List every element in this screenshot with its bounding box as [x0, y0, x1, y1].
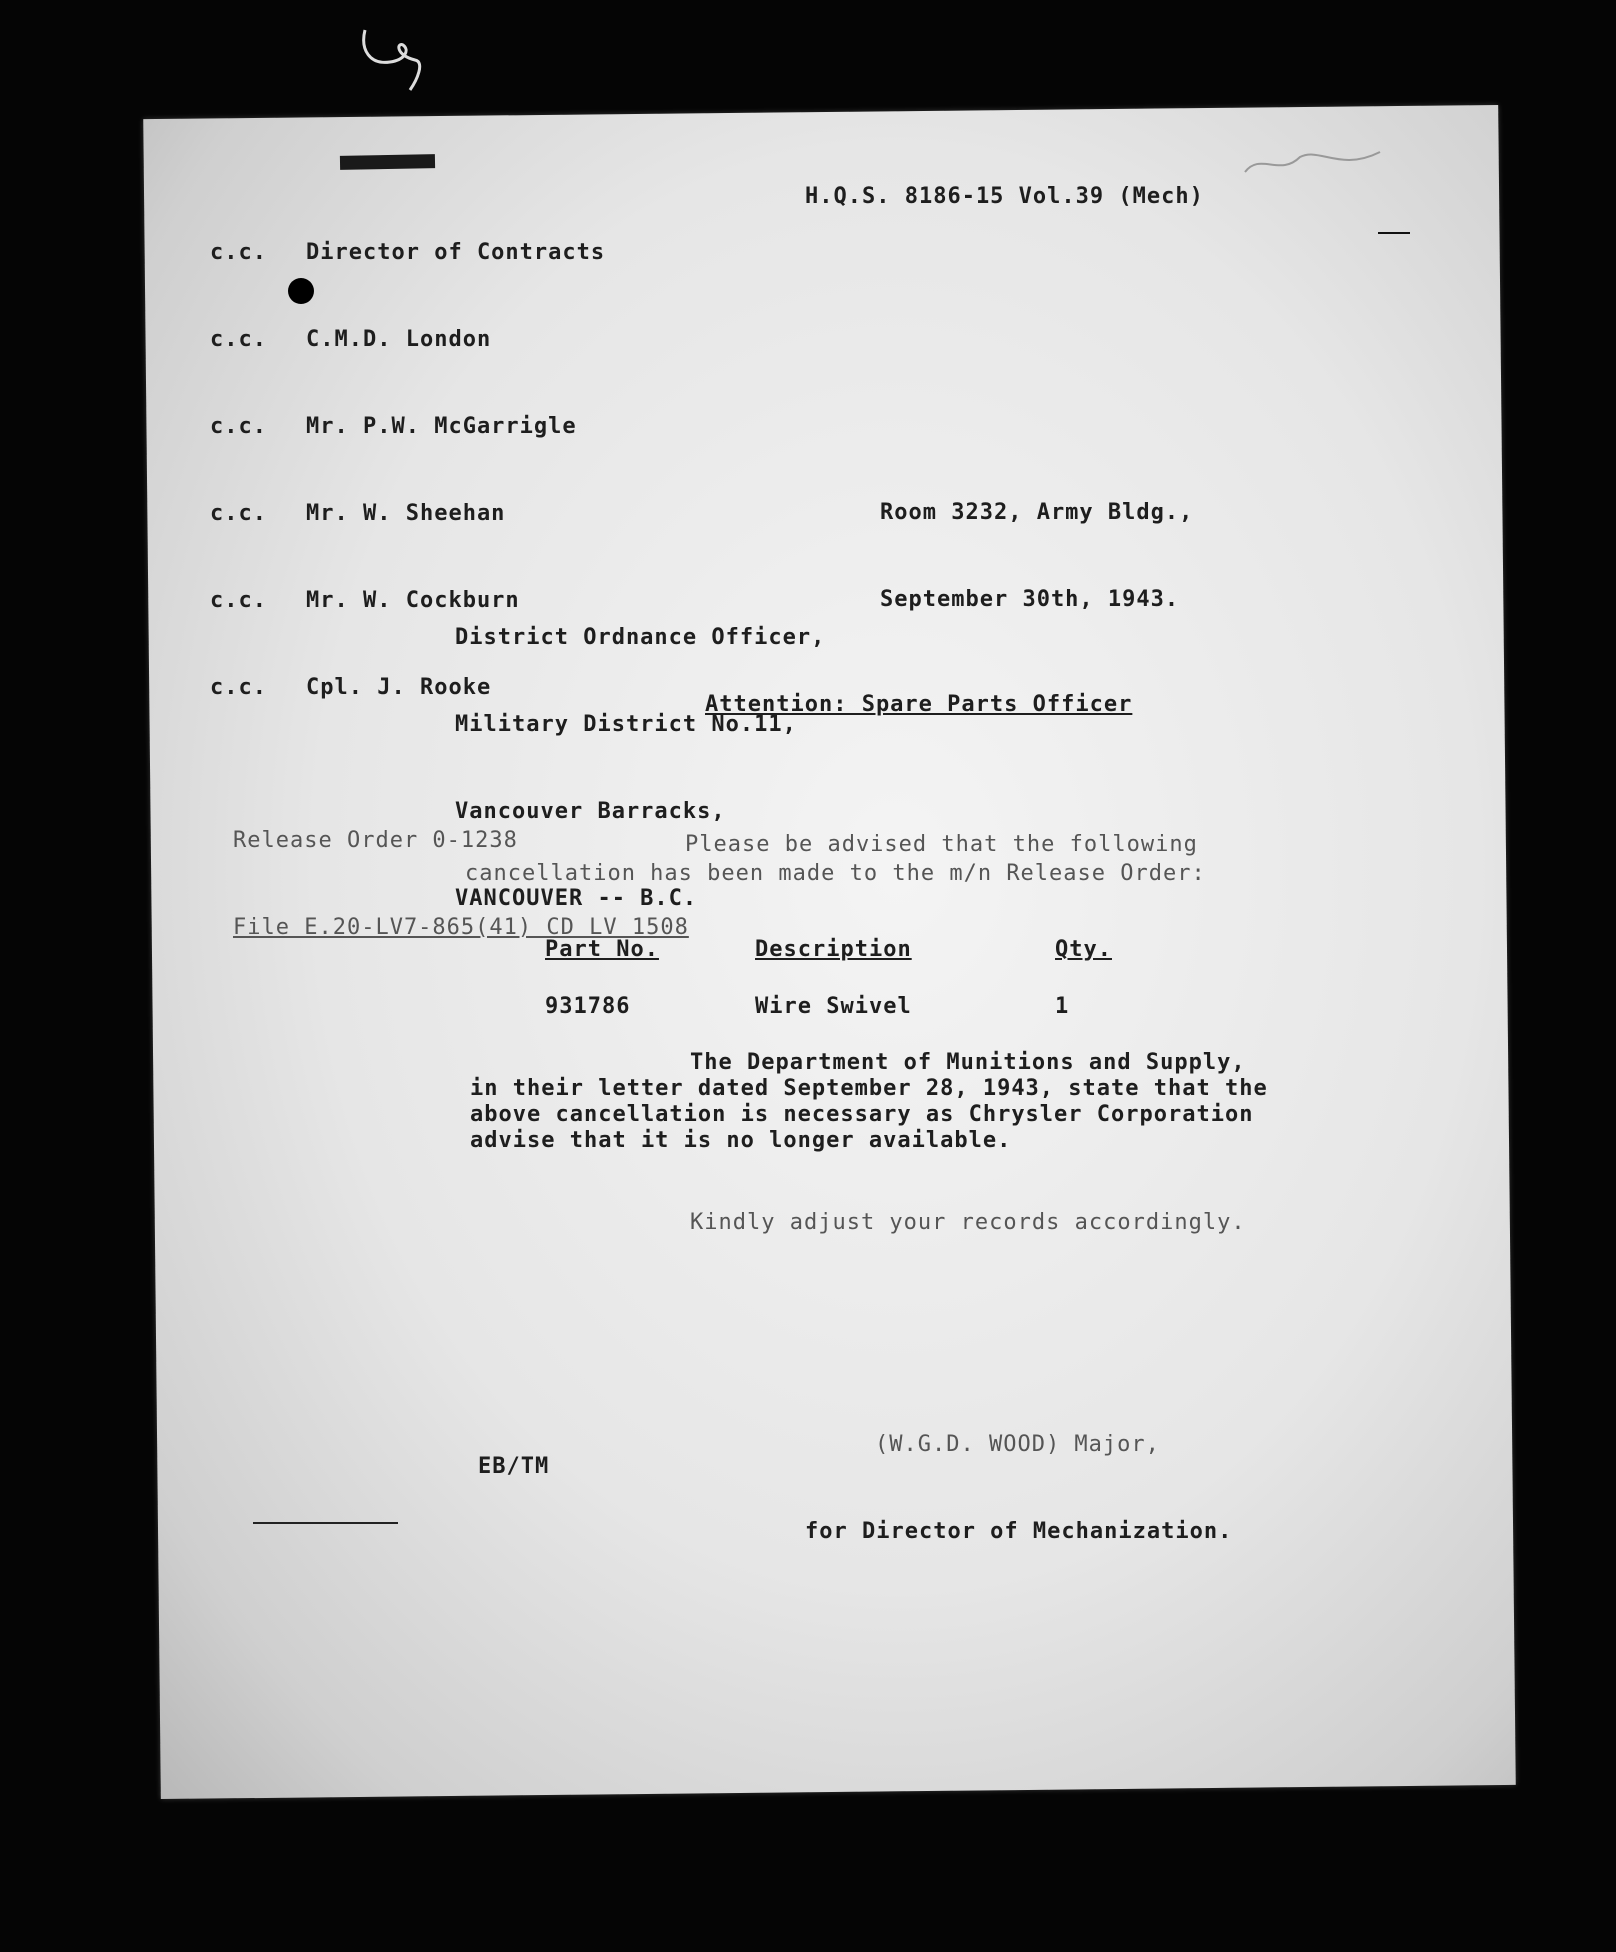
para3-text: Kindly adjust your records accordingly.	[690, 1210, 1246, 1235]
cc-prefix: c.c.	[210, 414, 267, 439]
paper-tab	[340, 154, 435, 170]
cell-part-no: 931786	[545, 994, 631, 1019]
cc-prefix: c.c.	[210, 327, 267, 352]
handwritten-annotation	[1240, 142, 1390, 182]
cc-row	[210, 238, 605, 267]
room-line: Room 3232, Army Bldg.,	[880, 500, 1194, 525]
header-description: Description	[755, 937, 912, 962]
para1-text: Please be advised that the following cancellation has been made to the m/n Release Order:	[465, 832, 1206, 886]
opening-paragraph	[465, 830, 1265, 888]
cc-row	[210, 412, 605, 441]
body-paragraph	[470, 1050, 1270, 1154]
recipient-line: District Ordnance Officer,	[455, 625, 826, 650]
file-reference: H.Q.S. 8186-15 Vol.39 (Mech)	[805, 184, 1204, 209]
signer-name: (W.G.D. WOOD) Major,	[875, 1432, 1160, 1457]
cc-prefix: c.c.	[210, 501, 267, 526]
parts-table	[545, 935, 1145, 1021]
table-row	[545, 992, 1145, 1021]
sender-address	[880, 440, 1193, 643]
signer-title: for Director of Mechanization.	[805, 1519, 1233, 1544]
cc-name: Mr. P.W. McGarrigle	[306, 414, 577, 439]
file-ref: File E.20-LV7-865(41) CD LV 1508	[233, 915, 689, 940]
cc-name: Mr. W. Sheehan	[306, 501, 506, 526]
handwritten-mark	[355, 20, 455, 100]
cc-row	[210, 325, 605, 354]
cell-description: Wire Swivel	[755, 994, 912, 1019]
typist-initials: EB/TM	[478, 1454, 550, 1479]
signature-block	[805, 1372, 1232, 1575]
para2-text: The Department of Munitions and Supply, in their letter dated September 28, 1943, state that the above cancellation is necessary as Chrysler Corporation advise that it is no longer available.	[470, 1050, 1268, 1153]
margin-rule	[1378, 232, 1410, 234]
recipient-line: Military District No.11,	[455, 712, 797, 737]
header-part-no: Part No.	[545, 937, 659, 962]
cc-name: C.M.D. London	[306, 327, 492, 352]
date-line: September 30th, 1943.	[880, 587, 1180, 612]
closing-paragraph	[470, 1208, 1270, 1237]
cc-prefix: c.c.	[210, 588, 267, 613]
cc-name: Director of Contracts	[306, 240, 606, 265]
header-qty: Qty.	[1055, 937, 1112, 962]
recipient-line: Vancouver Barracks,	[455, 799, 726, 824]
recipient-line: VANCOUVER -- B.C.	[455, 886, 698, 911]
cc-row	[210, 499, 605, 528]
cc-name: Cpl. J. Rooke	[306, 675, 492, 700]
table-header	[545, 935, 1145, 964]
margin-rule	[253, 1522, 398, 1524]
cc-prefix: c.c.	[210, 240, 267, 265]
attention-line: Attention: Spare Parts Officer	[705, 692, 1133, 717]
cell-qty: 1	[1055, 994, 1070, 1019]
cc-prefix: c.c.	[210, 675, 267, 700]
release-order: Release Order 0-1238	[233, 828, 518, 853]
cc-name: Mr. W. Cockburn	[306, 588, 520, 613]
